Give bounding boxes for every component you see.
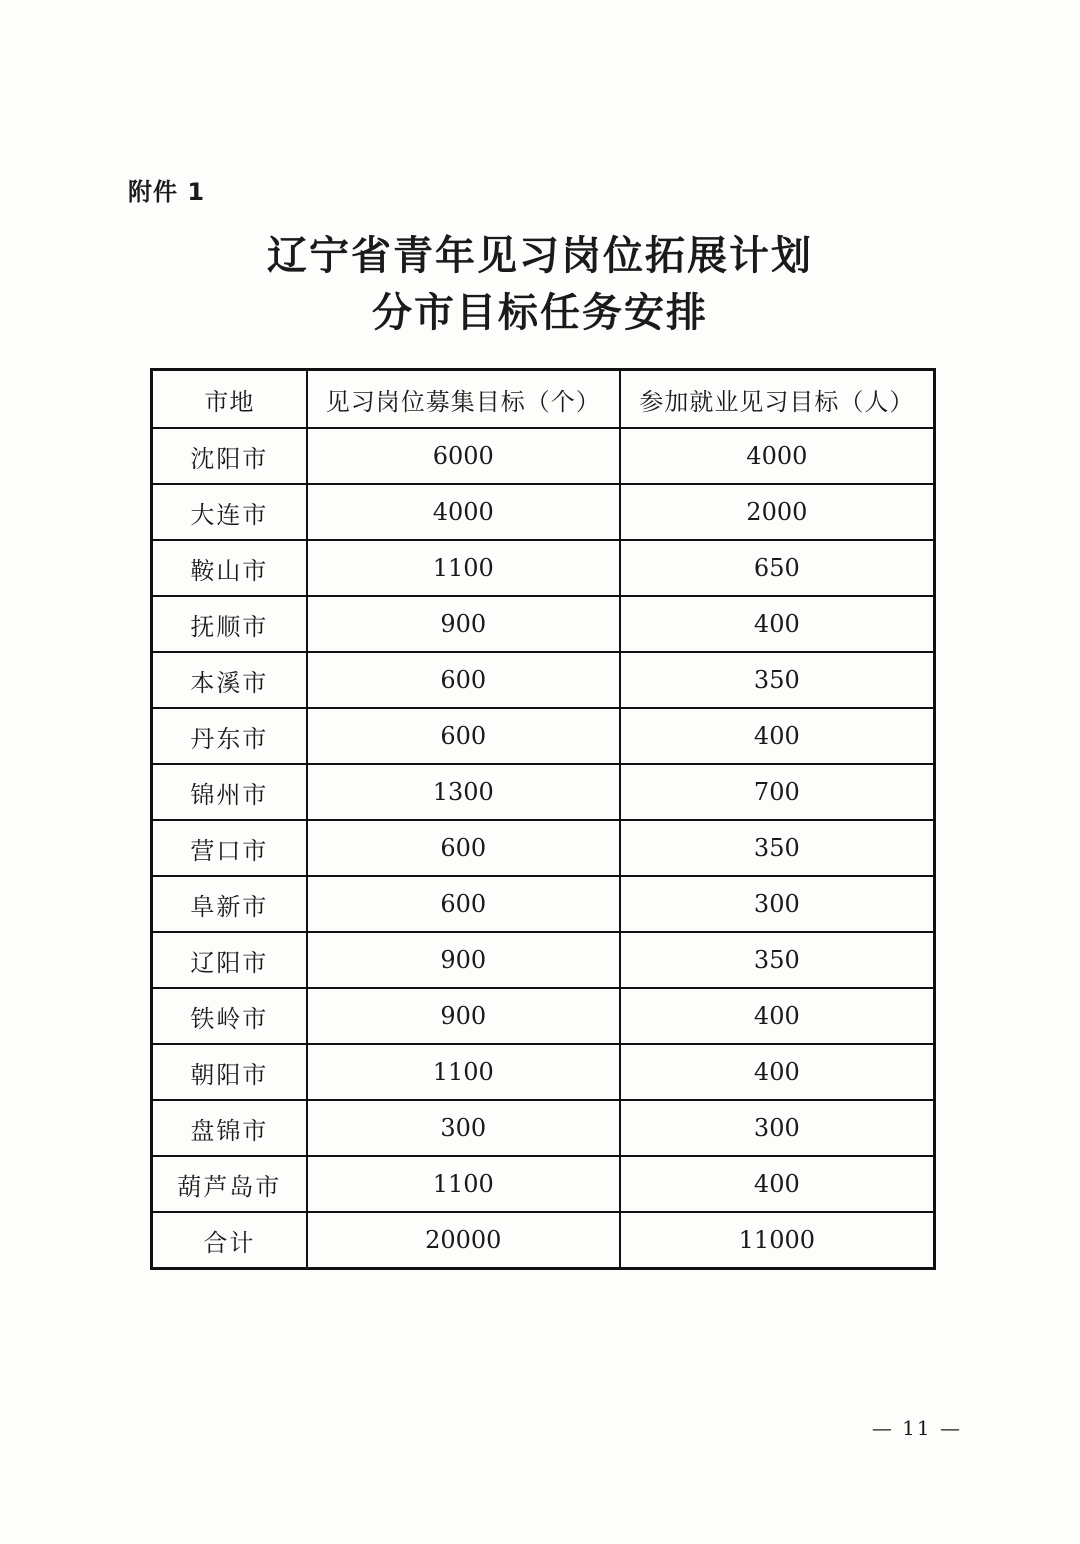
participants-cell: 2000	[620, 484, 935, 540]
participants-cell: 300	[620, 1100, 935, 1156]
positions-cell: 6000	[307, 428, 620, 484]
city-cell: 本溪市	[152, 652, 307, 708]
participants-cell: 400	[620, 988, 935, 1044]
city-cell: 沈阳市	[152, 428, 307, 484]
table-total-row	[152, 1212, 935, 1269]
table-row	[152, 540, 935, 596]
header-city: 市地	[152, 370, 307, 429]
table-row	[152, 484, 935, 540]
table-row	[152, 652, 935, 708]
attachment-label: 附件 1	[128, 178, 206, 206]
table-row	[152, 988, 935, 1044]
table-row	[152, 820, 935, 876]
city-cell: 阜新市	[152, 876, 307, 932]
participants-cell: 400	[620, 1044, 935, 1100]
city-target-table	[150, 368, 936, 1270]
positions-cell: 300	[307, 1100, 620, 1156]
city-cell: 营口市	[152, 820, 307, 876]
header-participants: 参加就业见习目标（人）	[620, 370, 935, 429]
positions-cell: 4000	[307, 484, 620, 540]
positions-cell: 600	[307, 820, 620, 876]
table-row	[152, 932, 935, 988]
positions-cell: 1100	[307, 1044, 620, 1100]
participants-cell: 4000	[620, 428, 935, 484]
participants-cell: 350	[620, 652, 935, 708]
participants-cell: 350	[620, 820, 935, 876]
table-row	[152, 876, 935, 932]
table-row	[152, 708, 935, 764]
positions-cell: 900	[307, 932, 620, 988]
table-row	[152, 596, 935, 652]
city-cell: 鞍山市	[152, 540, 307, 596]
city-cell: 抚顺市	[152, 596, 307, 652]
positions-cell: 600	[307, 876, 620, 932]
total-participants-cell: 11000	[620, 1212, 935, 1269]
participants-cell: 700	[620, 764, 935, 820]
header-positions: 见习岗位募集目标（个）	[307, 370, 620, 429]
total-label-cell: 合计	[152, 1212, 307, 1269]
positions-cell: 600	[307, 652, 620, 708]
table-row	[152, 764, 935, 820]
total-positions-cell: 20000	[307, 1212, 620, 1269]
table-row	[152, 1156, 935, 1212]
participants-cell: 400	[620, 708, 935, 764]
document-title-line-1: 辽宁省青年见习岗位拓展计划	[267, 233, 813, 279]
table-row	[152, 428, 935, 484]
page-number: — 11 —	[871, 1416, 962, 1440]
participants-cell: 350	[620, 932, 935, 988]
city-cell: 辽阳市	[152, 932, 307, 988]
positions-cell: 900	[307, 596, 620, 652]
participants-cell: 300	[620, 876, 935, 932]
city-cell: 铁岭市	[152, 988, 307, 1044]
city-cell: 大连市	[152, 484, 307, 540]
positions-cell: 1300	[307, 764, 620, 820]
city-cell: 朝阳市	[152, 1044, 307, 1100]
participants-cell: 650	[620, 540, 935, 596]
positions-cell: 1100	[307, 1156, 620, 1212]
participants-cell: 400	[620, 596, 935, 652]
positions-cell: 900	[307, 988, 620, 1044]
city-cell: 锦州市	[152, 764, 307, 820]
city-cell: 丹东市	[152, 708, 307, 764]
positions-cell: 1100	[307, 540, 620, 596]
participants-cell: 400	[620, 1156, 935, 1212]
city-cell: 盘锦市	[152, 1100, 307, 1156]
table-row	[152, 1044, 935, 1100]
document-title-line-2: 分市目标任务安排	[372, 290, 708, 336]
positions-cell: 600	[307, 708, 620, 764]
city-cell: 葫芦岛市	[152, 1156, 307, 1212]
table-row	[152, 1100, 935, 1156]
table-header-row	[152, 370, 935, 429]
